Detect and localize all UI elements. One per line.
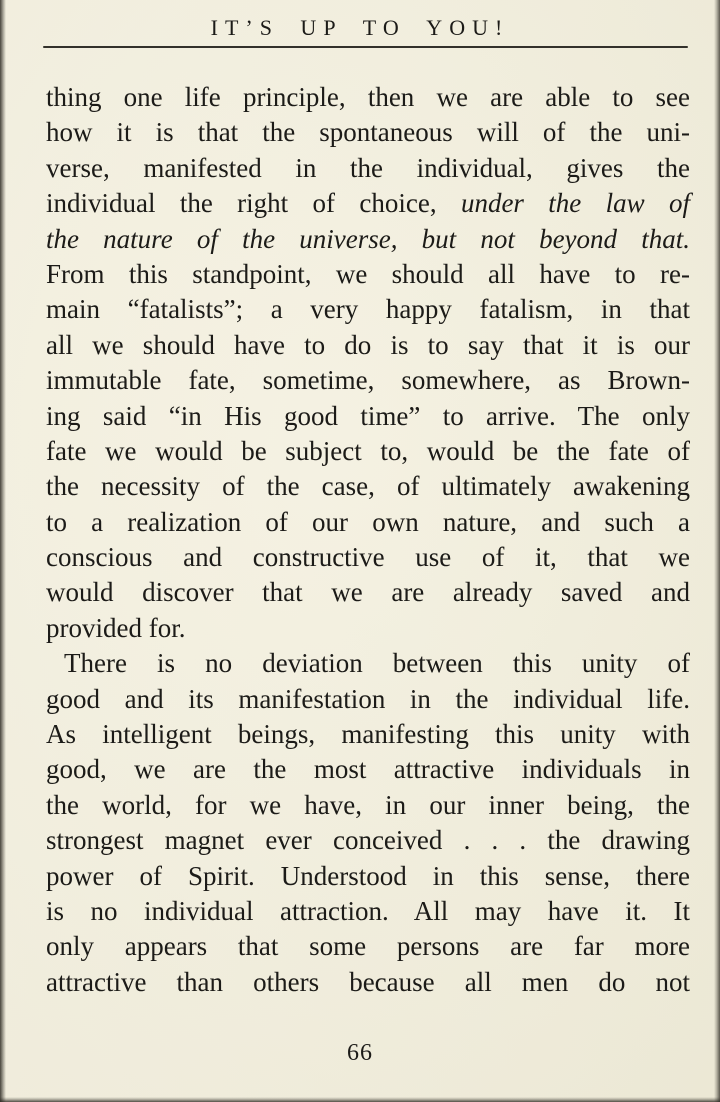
text-run: the necessity of the case, of ultimately awakening — [46, 471, 690, 502]
text-line — [46, 788, 690, 823]
text-line — [46, 823, 690, 858]
text-run: is no individual attraction. All may have it. It — [46, 895, 690, 926]
text-run: As intelligent beings, manifesting this unity with — [46, 719, 690, 750]
text-line — [46, 80, 690, 115]
body-text — [46, 80, 690, 1000]
page-number: 66 — [347, 1040, 373, 1066]
scan-edge-bottom — [0, 1097, 720, 1102]
text-line — [46, 752, 690, 787]
text-line — [46, 292, 690, 327]
text-run: all we should have to do is to say that it is our — [46, 329, 690, 360]
text-run: immutable fate, sometime, somewhere, as Brown- — [46, 365, 690, 396]
text-run: provided for. — [46, 612, 186, 643]
text-run: strongest magnet ever conceived . . . the drawing — [46, 825, 690, 856]
text-line — [46, 575, 690, 610]
text-run: the world, for we have, in our inner being, the — [46, 789, 690, 820]
text-line — [46, 434, 690, 469]
text-line — [46, 717, 690, 752]
text-line — [46, 859, 690, 894]
text-run: attractive than others because all men do not — [46, 966, 690, 997]
text-line — [46, 399, 690, 434]
running-header: IT’S UP TO YOU! — [210, 15, 510, 40]
text-run: ing said “in His good time” to arrive. The only — [46, 400, 690, 431]
text-run: under the law of — [460, 188, 690, 219]
text-run: good, we are the most attractive individuals in — [46, 754, 690, 785]
text-line — [46, 505, 690, 540]
text-run: main “fatalists”; a very happy fatalism, in that — [46, 294, 690, 325]
text-line — [46, 682, 690, 717]
text-run: fate we would be subject to, would be the fate of — [46, 435, 690, 466]
scan-edge-right — [714, 0, 720, 1102]
text-run: verse, manifested in the individual, gives the — [46, 152, 690, 183]
header-rule — [43, 46, 688, 48]
text-run: From this standpoint, we should all have to re- — [46, 258, 690, 289]
text-run: power of Spirit. Understood in this sense, there — [46, 860, 690, 891]
text-line — [46, 115, 690, 150]
text-line — [46, 469, 690, 504]
text-run: There is no deviation between this unity of — [64, 648, 690, 679]
text-line — [46, 894, 690, 929]
text-run: only appears that some persons are far more — [46, 931, 690, 962]
text-line — [46, 363, 690, 398]
text-line — [46, 540, 690, 575]
text-run: would discover that we are already saved and — [46, 577, 690, 608]
text-line — [46, 646, 690, 681]
text-run: conscious and constructive use of it, that we — [46, 542, 690, 573]
text-line — [46, 186, 690, 221]
text-run: individual the right of choice, — [46, 188, 461, 219]
text-run: thing one life principle, then we are able to see — [46, 82, 690, 112]
text-line — [46, 151, 690, 186]
text-line — [46, 611, 690, 646]
text-line — [46, 328, 690, 363]
text-line — [46, 965, 690, 1000]
scan-edge-left — [0, 0, 6, 1102]
text-line — [46, 929, 690, 964]
text-run: the nature of the universe, but not beyond that. — [46, 223, 690, 254]
text-run: good and its manifestation in the individual life. — [46, 683, 690, 714]
text-run: to a realization of our own nature, and such a — [46, 506, 690, 537]
text-run: how it is that the spontaneous will of the uni- — [46, 117, 690, 148]
text-line — [46, 257, 690, 292]
text-line — [46, 222, 690, 257]
